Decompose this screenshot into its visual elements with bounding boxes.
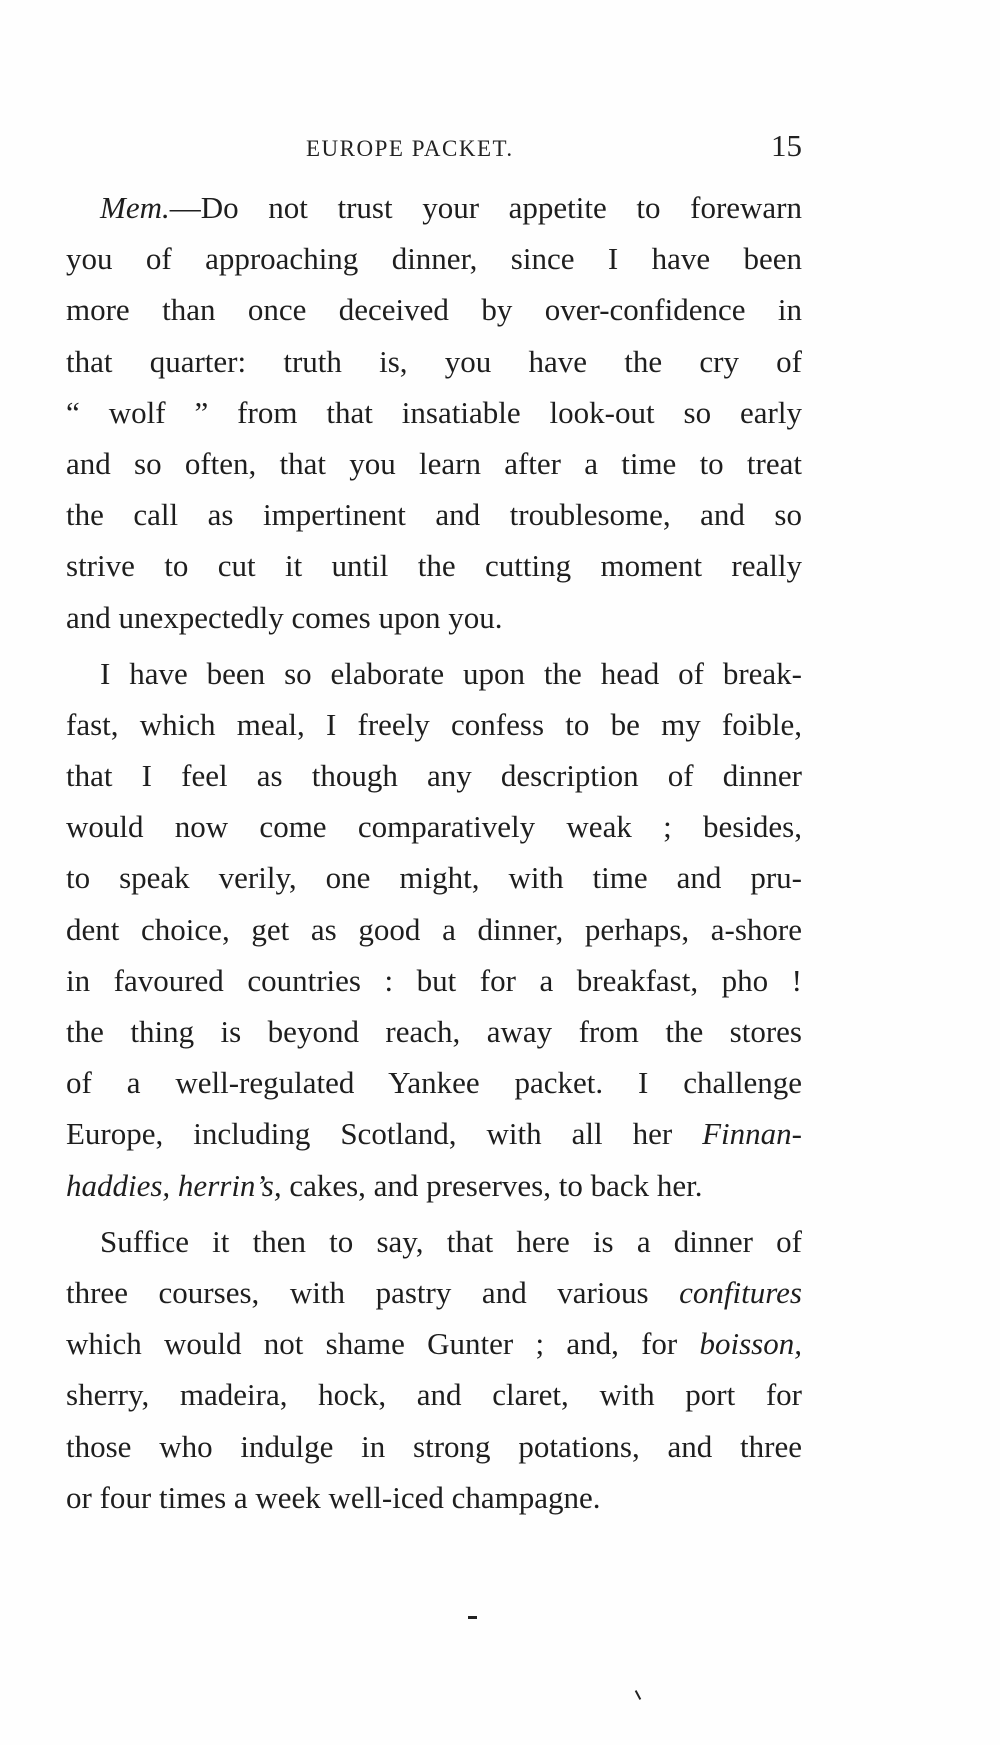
text-line: in favoured countries : but for a breakfast, pho ! xyxy=(66,962,802,998)
print-mark xyxy=(635,1690,641,1700)
text-line: fast, which meal, I freely confess to be my foible, xyxy=(66,706,802,742)
text-run: which would not shame Gunter ; and, for xyxy=(66,1326,700,1362)
text-line xyxy=(66,1318,802,1369)
italic-word: boisson, xyxy=(699,1326,802,1362)
text-line: strive to cut it until the cutting moment really xyxy=(66,548,802,584)
text-line: sherry, madeira, hock, and claret, with port for xyxy=(66,1377,802,1413)
text-run: Europe, including Scotland, with all her xyxy=(66,1116,703,1152)
text-line: you of approaching dinner, since I have been xyxy=(66,241,802,277)
text-line: and unexpectedly comes upon you. xyxy=(66,599,503,635)
text-run: —Do not trust your appetite to forewarn xyxy=(169,190,802,225)
text-line: of a well-regulated Yankee packet. I challenge xyxy=(66,1065,802,1101)
text-line: Suffice it then to say, that here is a dinner of xyxy=(100,1223,802,1259)
running-title: EUROPE PACKET. xyxy=(306,136,514,161)
print-mark xyxy=(468,1616,477,1619)
page-number: 15 xyxy=(771,128,802,163)
text-line xyxy=(66,182,802,233)
running-header xyxy=(66,128,802,168)
text-line: I have been so elaborate upon the head of break- xyxy=(100,655,802,691)
text-run: cakes, and preserves, to back her. xyxy=(281,1167,703,1203)
text-line: “ wolf ” from that insatiable look-out so early xyxy=(66,394,802,430)
text-line: those who indulge in strong potations, and three xyxy=(66,1428,802,1464)
text-line: to speak verily, one might, with time and pru- xyxy=(66,860,802,896)
text-run: three courses, with pastry and various xyxy=(66,1274,680,1310)
italic-word: confitures xyxy=(679,1274,802,1310)
text-line: the thing is beyond reach, away from the stores xyxy=(66,1014,802,1049)
italic-word: Mem. xyxy=(100,190,170,225)
text-line: or four times a week well-iced champagne. xyxy=(66,1479,601,1515)
body-text xyxy=(66,182,802,1523)
text-line: the call as impertinent and troublesome, and so xyxy=(66,497,802,533)
text-line: that quarter: truth is, you have the cry of xyxy=(66,343,802,379)
text-line: more than once deceived by over-confidence in xyxy=(66,292,802,328)
italic-word: haddies, herrin’s, xyxy=(66,1167,282,1203)
italic-word: Finnan- xyxy=(702,1116,802,1152)
text-line xyxy=(66,1267,802,1318)
text-line: dent choice, get as good a dinner, perhaps, a-shore xyxy=(66,911,802,947)
text-line xyxy=(66,1108,802,1159)
text-line: that I feel as though any description of dinner xyxy=(66,758,802,794)
text-line xyxy=(66,1160,802,1211)
text-line: would now come comparatively weak ; besides, xyxy=(66,809,802,845)
text-line: and so often, that you learn after a time to treat xyxy=(66,445,802,481)
